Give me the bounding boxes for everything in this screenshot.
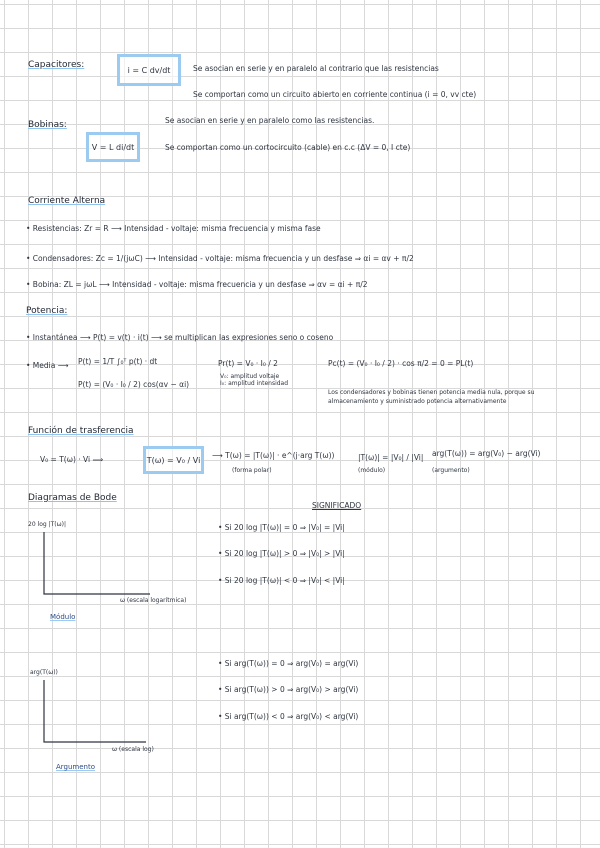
bobinas-heading: Bobinas: [28,120,67,130]
potencia-media-formula: P(t) = 1/T ∫₀ᵀ p(t) · dt [78,357,158,366]
significado-modulo-1: • Si 20 log |T(ω)| = 0 ⇒ |V₀| = |Vi| [218,523,345,532]
modulo-label: (módulo) [358,467,386,474]
argumento-label: (argumento) [432,467,470,474]
funcion-eq-polar: ⟶ T(ω) = |T(ω)| · e^(j·arg T(ω)) [212,451,335,460]
capacitor-formula-box: i = C dv/dt [117,54,181,86]
potencia-nota-voltaje: V₀: amplitud voltaje [220,373,280,380]
funcion-eq-1: V₀ = T(ω) · Vi ⟹ [40,455,104,464]
potencia-media-label: • Media ⟶ [26,361,69,370]
bode-modulo-y-label: 20 log |T(ω)| [28,521,67,528]
potencia-resistencia: Pr(t) = V₀ · I₀ / 2 [218,359,278,368]
forma-polar-label: (forma polar) [232,467,272,474]
potencia-condensador: Pc(t) = (V₀ · I₀ / 2) · cos π/2 = 0 = PL(t) [328,359,474,368]
funcion-modulo-eq: |T(ω)| = |V₀| / |Vi| [358,453,424,462]
potencia-media-formula-2: P(t) = (V₀ · I₀ / 2) cos(αv − αi) [78,380,190,389]
capacitores-heading: Capacitores: [28,60,85,70]
significado-modulo-3: • Si 20 log |T(ω)| < 0 ⇒ |V₀| < |Vi| [218,576,345,585]
bode-argumento-caption: Argumento [56,763,96,771]
funcion-argumento-eq: arg(T(ω)) = arg(V₀) − arg(Vi) [432,449,541,458]
bode-modulo-x-label: ω (escala logarítmica) [120,597,187,604]
potencia-nota-intensidad: I₀: amplitud intensidad [220,380,289,387]
significado-argumento-2: • Si arg(T(ω)) > 0 ⇒ arg(V₀) > arg(Vi) [218,685,359,694]
bode-argumento-x-label: ω (escala log) [112,746,154,753]
bobinas-line-1: Se asocian en serie y en paralelo como las resistencias. [165,116,375,125]
capacitores-line-1: Se asocian en serie y en paralelo al contrario que las resistencias [193,64,439,73]
significado-modulo-2: • Si 20 log |T(ω)| > 0 ⇒ |V₀| > |Vi| [218,549,345,558]
potencia-instantanea-line: • Instantánea ⟶ P(t) = v(t) · i(t) ⟶ se multiplican las expresiones seno o coseno [26,333,334,342]
significado-heading: SIGNIFICADO [312,501,362,510]
bode-argumento-y-label: arg(T(ω)) [30,669,58,676]
capacitores-line-2: Se comportan como un circuito abierto en corriente continua (i = 0, vv cte) [193,90,477,99]
funcion-trasferencia-heading: Función de trasferencia [28,426,134,436]
corriente-alterna-heading: Corriente Alterna [28,196,106,206]
bode-argumento-axes [40,678,160,748]
potencia-heading: Potencia: [26,306,68,316]
resistencias-line: • Resistencias: Zr = R ⟶ Intensidad - voltaje: misma frecuencia y misma fase [26,224,321,233]
funcion-trasferencia-box: T(ω) = V₀ / Vi [143,446,204,474]
significado-argumento-3: • Si arg(T(ω)) < 0 ⇒ arg(V₀) < arg(Vi) [218,712,359,721]
bode-modulo-caption: Módulo [50,613,76,621]
potencia-nota-nula: Los condensadores y bobinas tienen potencia media nula, porque su almacenamiento y suministrado potencia alternativamente [328,389,535,406]
significado-argumento-1: • Si arg(T(ω)) = 0 ⇒ arg(V₀) = arg(Vi) [218,659,359,668]
bode-modulo-axes [40,530,160,600]
bobina-formula-box: V = L di/dt [86,132,140,162]
bode-heading: Diagramas de Bode [28,493,117,503]
bobinas-line-2: Se comportan como un cortocircuito (cable) en c.c (ΔV = 0, I cte) [165,143,411,152]
bobina-line: • Bobina: ZL = jωL ⟶ Intensidad - voltaje: misma frecuencia y un desfase ⇒ αv = αi + π/2 [26,280,368,289]
condensadores-line: • Condensadores: Zc = 1/(jωC) ⟶ Intensidad - voltaje: misma frecuencia y un desfase ⇒ αi = αv + π/2 [26,254,414,263]
